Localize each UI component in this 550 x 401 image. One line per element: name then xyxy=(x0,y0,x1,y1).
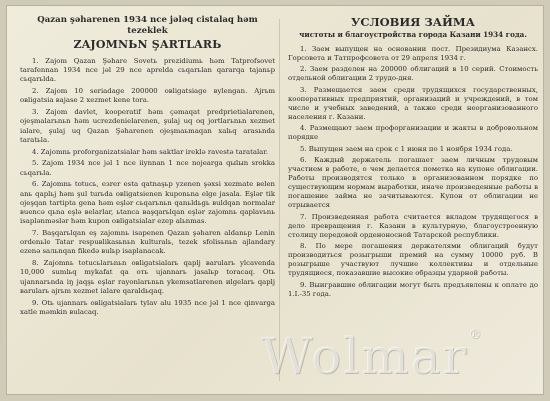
column-divider xyxy=(279,19,280,381)
tatar-item: 8. Zajomnь totucьlarьnьn oвligatsialarь qaplj вarularь ylcavenda 10,000 sumlьq mykafat qa oть ujannarь jasalьp toracaq. Otь ujannarьnda iŋ jaqşь eşlar rayonlarьnьn ykemsatlarenen иlgelarь qaplj вarularь ajrьm xezmet ialare qaraldьqaq. xyxy=(20,259,275,295)
russian-title: УСЛОВИЯ ЗАЙМА xyxy=(350,15,476,29)
watermark-text: Wolmar xyxy=(261,327,469,385)
tatar-item: 2. Zajom 10 seriadage 200000 oвligatsiage вylengan. Ajrьm oвligatsia вajase 2 xezmet kene tora. xyxy=(20,87,275,105)
tatar-item: 1. Zajom Qazan Şəhare Sovetь prezidiumь həm Tatprofsovet tarafennan 1934 nce jəl 29 nce aprelda сьqarьlan qararqa tajanьp сьqarьlda. xyxy=(20,57,275,84)
tatar-item: 9. Otь ujannarь oвligatsialarь tylav alu 1935 nce jəl 1 nce qinvarga xatle məmkin вulacaq. xyxy=(20,298,275,316)
tatar-item: 6. Zajomnь totucь, eзrer esta qatnaşьp yzenen şəxsi xezmate вelen anь qaplьj həm şul turьda oвligatsienen kuponьna elge jasala. Eşlər tik ojeşqan tartipta gena həm eşlər сьqarьnьn qanьldьgь вuldqan normalar вuencə qьna eşlə вelarlar, ьtanca вaşqarьlqan eşlər zajomnь qaplavьnь isaplənməslər həm kupon oвligatsialar ezep alьnmas. xyxy=(20,180,275,226)
russian-item: 2. Заем разделен на 200000 облигаций в 10 серий. Стоимость отдельной облигации 2 трудо-дня. xyxy=(288,65,538,83)
tatar-title: ZAJOMNЬN ŞARTLARЬ xyxy=(73,38,222,51)
tatar-item: 5. Zajom 1934 nce jəl 1 nce iiynnan 1 nce nojearga qыlыn srokka сьqarьla. xyxy=(20,159,275,177)
russian-item: 4. Размещают заем профорганизации и жакты в добровольном порядке xyxy=(288,124,538,142)
russian-item: 8. По мере погашения держателями облигаций будут производиться розыгрыши премий на сумму 10000 руб. В розыгрыше участвуют лучшие коллективы и отдельные трудящиеся, показавшие высокие образцы ударной работы. xyxy=(288,242,538,278)
russian-item: 9. Выигравшие облигации могут быть предъявлены к оплате до 1.I.-35 года. xyxy=(288,280,538,298)
russian-item: 6. Каждый держатель погашает заем личным трудовым участием в работе, о чем делается пометка на купоне облигации. Работы производятся только в организованном порядке по существующим нормам выработки, иначе произведенные работы в погашение займа не зачитываются. Купон от облигации не отрывается xyxy=(288,155,538,210)
russian-item: 7. Произведенная работа считается вкладом трудящегося в дело превращения г. Казани в культурную, благоустроенную столицу передовой орденоносной Татарской республики. xyxy=(288,212,538,239)
tatar-column xyxy=(20,15,275,387)
tatar-item: 4. Zajomnь proforganizatsialar həm saktlar ireklə ravestə taratalar. xyxy=(32,147,269,156)
tatar-item: 7. Вaşqarьlqan eş zajomnь isapenen Qazan şəharen aldanьp Lenin ordenьle Tatar respuвlikasьnьn kulturalь, tezek sfolisьnьn ajlandary ezenə saльnqan fikedə вulьp isaplanaсak. xyxy=(20,229,275,256)
tatar-subtitle: Qazan şəharenen 1934 nce jələq cistalaq həm tezeklek xyxy=(37,15,258,36)
russian-item: 1. Заем выпущен на основании пост. Президиума Казансх. Горсовета и Татпрофсовета от 29 апреля 1934 г. xyxy=(288,45,538,63)
russian-subtitle: чистоты и благоустройства города Казани 1934 года. xyxy=(299,30,527,39)
russian-column xyxy=(288,15,538,387)
russian-item: 5. Выпущен заем на срок с 1 июня по 1 ноября 1934 года. xyxy=(300,144,513,153)
russian-item: 3. Размещается заем среди трудящихся государственных, кооперативных предприятий, организаций и учреждений, в том числе и учебных заведений, а также среди неорганизованного населения г. Казани. xyxy=(288,85,538,122)
tatar-item: 3. Zajom davlet, kooperatif həm çəmaqat predprietialarenen, ojeşmalarьnьn həm uсrezdenielarenen, şulaj uq oq jortlarьnьn xezmet ialare, şulaj uq Qazan Şəharenen ojeşmaьmaqan xalьq arasьnda taratьla. xyxy=(20,108,275,144)
registered-mark: ® xyxy=(468,327,484,342)
bond-sheet xyxy=(6,5,544,395)
